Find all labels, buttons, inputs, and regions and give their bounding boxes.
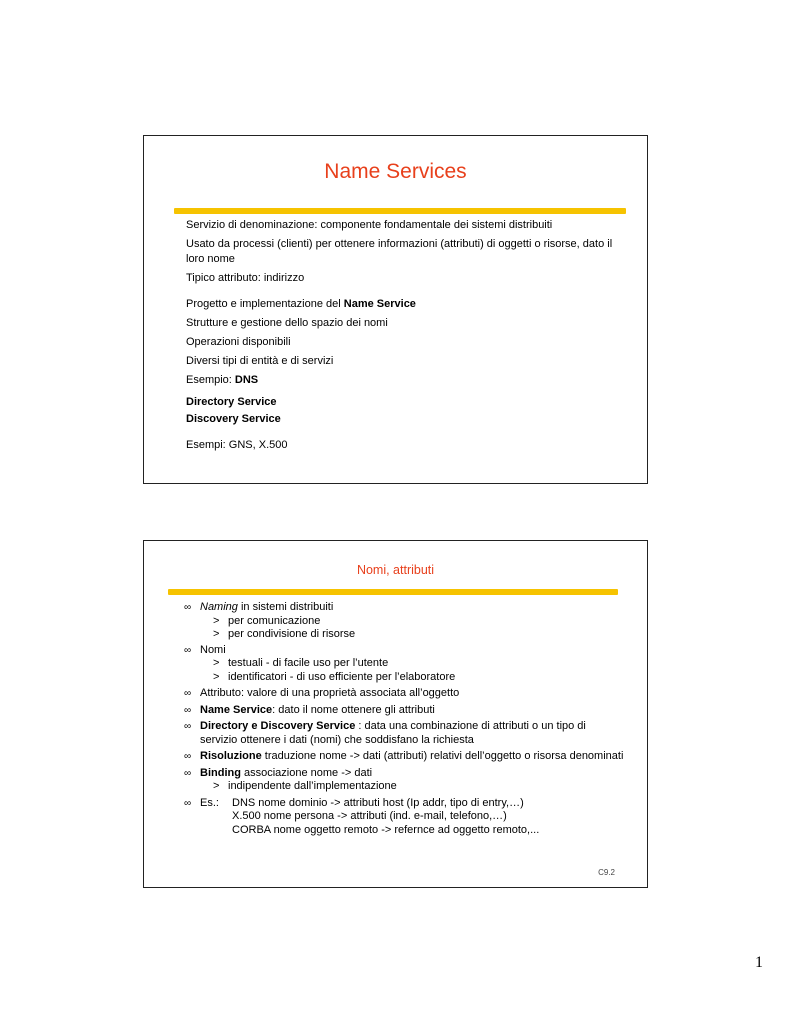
bold-term: Binding [200, 766, 241, 779]
slide-body [186, 218, 616, 453]
text-span: Esempio: [186, 374, 235, 386]
infinity-bullet-icon: ∞ [184, 751, 192, 762]
slide-name-services [143, 135, 648, 484]
page-number: 1 [755, 954, 763, 971]
text-span: in sistemi distribuiti [237, 601, 334, 613]
infinity-bullet-icon: ∞ [184, 797, 192, 809]
infinity-bullet-icon: ∞ [184, 602, 192, 613]
text-span: traduzione nome -> dati (attributi) relativi dell’oggetto o risorsa denominati [261, 750, 624, 762]
text-span: per comunicazione [228, 614, 321, 627]
text-line: Servizio di denominazione: componente fondamentale dei sistemi distribuiti [186, 219, 553, 231]
arrow-bullet-icon: > [213, 614, 220, 627]
text-span: Nomi [200, 643, 226, 656]
text-span: : data una combinazione di attributi o un tipo di servizio ottenere i dati (nomi) che soddisfano la richiesta [200, 720, 586, 746]
bold-term: Directory e Discovery Service [200, 720, 356, 732]
sub-item [184, 615, 624, 629]
infinity-bullet-icon: ∞ [184, 688, 192, 699]
text-span: Progetto e implementazione del [186, 298, 344, 310]
italic-term: Naming [200, 601, 238, 613]
bullet-item [184, 601, 624, 615]
example-line [200, 797, 624, 811]
text-line: Operazioni disponibili [186, 336, 291, 348]
text-span: indipendente dall’implementazione [228, 780, 397, 792]
sub-item [184, 628, 624, 642]
bold-term: Name Service [343, 298, 416, 310]
bullet-item [184, 720, 624, 747]
slide-title: Name Services [324, 160, 467, 183]
slide-title: Nomi, attributi [356, 563, 435, 577]
text-span: : dato il nome ottenere gli attributi [272, 703, 435, 716]
bold-term: DNS [234, 374, 259, 386]
arrow-bullet-icon: > [213, 780, 220, 792]
slide-body [184, 601, 624, 837]
text-line [186, 297, 616, 312]
example-label: Es.: [200, 796, 219, 809]
slide-nomi-attributi [143, 540, 648, 888]
text-span: DNS nome dominio -> attributi host (Ip addr, tipo di entry,…) [232, 796, 524, 809]
title-underline-bar [174, 208, 626, 214]
bold-term: Directory Service [186, 396, 277, 408]
arrow-bullet-icon: > [213, 628, 220, 640]
text-line: Tipico attributo: indirizzo [186, 272, 305, 284]
text-span: per condivisione di risorse [228, 628, 356, 640]
text-span: identificatori - di uso efficiente per l’elaboratore [228, 670, 456, 683]
text-span: associazione nome -> dati [240, 766, 373, 779]
text-line: Strutture e gestione dello spazio dei nomi [186, 317, 388, 329]
arrow-bullet-icon: > [213, 657, 220, 669]
sub-item [184, 671, 624, 685]
bullet-item [184, 704, 624, 718]
bullet-item [184, 687, 624, 701]
bold-term: Name Service [200, 703, 273, 716]
bullet-item [184, 644, 624, 658]
example-line: X.500 nome persona -> attributi (ind. e-mail, telefono,…) [232, 810, 507, 822]
bullet-item [184, 797, 624, 811]
title-underline-bar [168, 589, 618, 595]
slide-number: C9.2 [598, 868, 615, 877]
text-line: Usato da processi (clienti) per ottenere informazioni (attributi) di oggetti o risorse, dato il loro nome [186, 238, 613, 265]
text-line: Esempi: GNS, X.500 [186, 439, 288, 451]
text-span: Attributo: valore di una proprietà associata all’oggetto [200, 687, 460, 699]
sub-item [184, 657, 624, 671]
example-line: CORBA nome oggetto remoto -> refernce ad oggetto remoto,... [232, 823, 540, 836]
text-line [186, 395, 616, 410]
infinity-bullet-icon: ∞ [184, 721, 192, 732]
infinity-bullet-icon: ∞ [184, 767, 192, 779]
sub-item [184, 780, 624, 794]
text-span: testuali - di facile uso per l’utente [228, 657, 389, 669]
text-line [186, 373, 616, 388]
infinity-bullet-icon: ∞ [184, 704, 192, 716]
bold-term: Discovery Service [186, 413, 281, 425]
bullet-item [184, 767, 624, 781]
bullet-item [184, 750, 624, 764]
text-line [186, 412, 616, 427]
text-line: Diversi tipi di entità e di servizi [186, 355, 334, 367]
infinity-bullet-icon: ∞ [184, 644, 192, 656]
arrow-bullet-icon: > [213, 670, 220, 683]
bold-term: Risoluzione [200, 750, 262, 762]
